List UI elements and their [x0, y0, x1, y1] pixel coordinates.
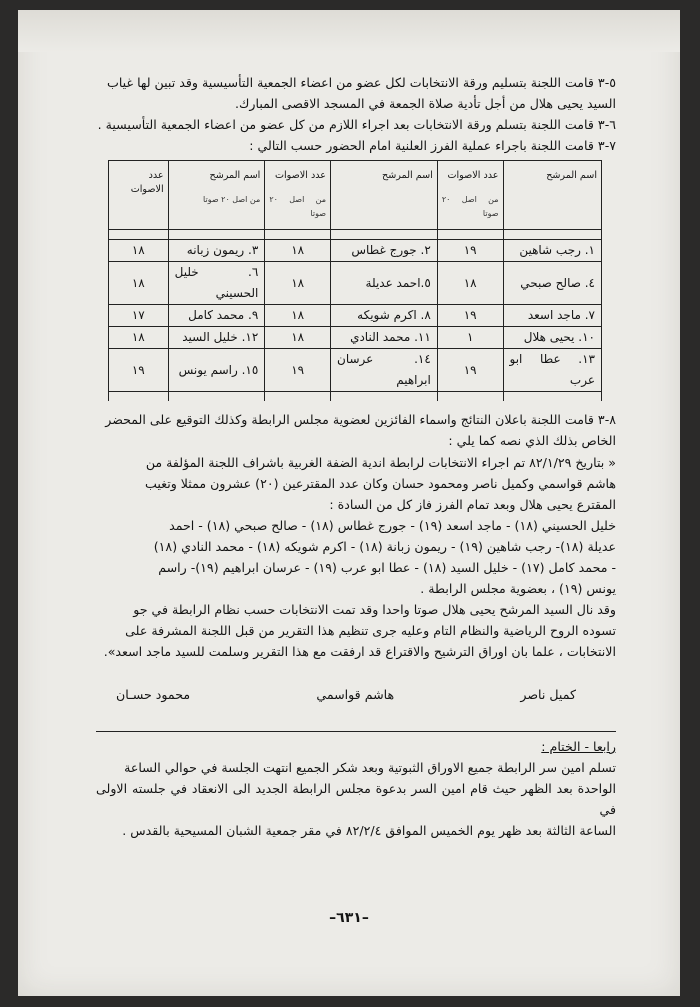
quote-line-7: يونس (١٩) ، بعضوية مجلس الرابطة .: [420, 581, 616, 596]
candidate-cell: ٥.احمد عديلة: [331, 262, 438, 305]
header-candidate-3: اسم المرشح من اصل ٢٠ صوتا: [168, 161, 265, 230]
votes-cell: ١٨: [265, 327, 331, 349]
table-row: [109, 305, 602, 327]
votes-cell: ١٩: [265, 349, 331, 392]
section-5-3-line-1: ٥-٣ قامت اللجنة بتسليم ورقة الانتخابات لكل عضو من اعضاء الجمعية التأسيسية وقد تبين لها غياب: [106, 75, 616, 90]
table-row: [109, 327, 602, 349]
table-row: [109, 240, 602, 262]
section-6-3-line: ٦-٣ قامت اللجنة بتسلم ورقة الانتخابات بعد اجراء اللازم من كل عضو من اعضاء الجمعية التأسيسية .: [97, 117, 616, 132]
quote-line-1: « بتاريخ ٨٢/١/٢٩ تم اجراء الانتخابات لرابطة اندية الضفة الغربية باشراف اللجنة المؤلفة من: [145, 455, 616, 470]
candidate-cell: ١. رجب شاهين: [503, 240, 601, 262]
table-header-row: [109, 161, 602, 230]
section-7-3-line: ٧-٣ قامت اللجنة باجراء عملية الفرز العلنية امام الحضور حسب التالي :: [249, 138, 616, 153]
candidate-cell: ٧. ماجد اسعد: [503, 305, 601, 327]
votes-cell: ١: [437, 327, 503, 349]
votes-cell: ١٨: [109, 262, 169, 305]
quote-line-10: الانتخابات ، علما بان اوراق الترشيح والاقتراع قد ارفقت مع هذا التقرير وسلمت للسيد ماجد اسعد».: [103, 644, 616, 659]
signature-name: محمود حسـان: [116, 687, 191, 702]
votes-cell: ١٩: [437, 305, 503, 327]
candidate-cell: ١٥. راسم يونس: [168, 349, 265, 392]
table-spacer-row: [109, 392, 602, 402]
votes-cell: ١٨: [265, 262, 331, 305]
header-candidate-1: اسم المرشح: [503, 161, 601, 230]
page-number: –٦٣١–: [329, 910, 369, 926]
quote-line-2: هاشم قواسمي وكميل ناصر ومحمود حسان وكان عدد المقترعين (٢٠) عشرون ممثلا وتغيب: [144, 476, 616, 491]
votes-cell: ١٧: [109, 305, 169, 327]
votes-cell: ١٨: [109, 240, 169, 262]
section-8-3-line-1: ٨-٣ قامت اللجنة باعلان النتائج واسماء الفائزين لعضوية مجلس الرابطة وكذلك التوقيع على المحضر: [105, 412, 616, 427]
closing-line-1: تسلم امين سر الرابطة جميع الاوراق الثبوتية وبعد شكر الجميع انتهت الجلسة في حوالي الساعة: [124, 760, 616, 775]
vote-results-table: [108, 160, 602, 401]
signatures-row: [116, 684, 576, 705]
document-page: [18, 10, 680, 996]
header-candidate-2: اسم المرشح: [331, 161, 438, 230]
candidate-cell: ١٣. عطا ابو عرب: [503, 349, 601, 392]
table-row: [109, 349, 602, 392]
candidate-cell: ١٤. عرسان ابراهيم: [331, 349, 438, 392]
section-8-3-line-2: الخاص بذلك الذي نصه كما يلي :: [448, 433, 616, 448]
candidate-cell: ٣. ريمون زبانه: [168, 240, 265, 262]
votes-cell: ١٩: [437, 349, 503, 392]
signature-name: هاشم قواسمي: [316, 687, 395, 702]
header-votes-1: عدد الاصوات من اصل ٢٠ صوتا: [437, 161, 503, 230]
section-divider: [96, 731, 616, 732]
document-body: [96, 72, 616, 841]
candidate-cell: ١٢. خليل السيد: [168, 327, 265, 349]
quote-line-4: خليل الحسيني (١٨) - ماجد اسعد (١٩) - جورج غطاس (١٨) - صالح صبحي (١٨) - احمد: [169, 518, 616, 533]
votes-cell: ١٨: [265, 305, 331, 327]
closing-title: رابعا - الختام :: [541, 739, 616, 754]
quote-line-3: المقترع يحيى هلال وبعد تمام الفرز فاز كل من السادة :: [329, 497, 616, 512]
votes-cell: ١٨: [437, 262, 503, 305]
votes-cell: ١٩: [109, 349, 169, 392]
signature-name: كميل ناصر: [520, 687, 576, 702]
candidate-cell: ٤. صالح صبحي: [503, 262, 601, 305]
section-5-3-line-2: السيد يحيى هلال من أجل تأدية صلاة الجمعة في المسجد الاقصى المبارك.: [235, 96, 616, 111]
closing-line-3: الساعة الثالثة بعد ظهر يوم الخميس الموافق ٨٢/٢/٤ في مقر جمعية الشبان المسيحية بالقدس .: [122, 823, 616, 838]
candidate-cell: ٢. جورج غطاس: [331, 240, 438, 262]
table-row: [109, 262, 602, 305]
candidate-cell: ٦. خليل الحسيني: [168, 262, 265, 305]
candidate-cell: ٩. محمد كامل: [168, 305, 265, 327]
header-votes-3: عدد الاصوات: [109, 161, 169, 230]
candidate-cell: ١١. محمد النادي: [331, 327, 438, 349]
candidate-cell: ١٠. يحيى هلال: [503, 327, 601, 349]
votes-cell: ١٨: [265, 240, 331, 262]
quote-line-5: عديلة (١٨)- رجب شاهين (١٩) - ريمون زبانة (١٨) - اكرم شويكه (١٨) - محمد النادي (١٨): [153, 539, 616, 554]
header-votes-2: عدد الاصوات من اصل ٢٠ صوتا: [265, 161, 331, 230]
table-spacer-row: [109, 230, 602, 240]
candidate-cell: ٨. اكرم شويكه: [331, 305, 438, 327]
quote-line-6: - محمد كامل (١٧) - خليل السيد (١٨) - عطا ابو عرب (١٩) - عرسان ابراهيم (١٩)- راسم: [158, 560, 616, 575]
votes-cell: ١٩: [437, 240, 503, 262]
votes-cell: ١٨: [109, 327, 169, 349]
quote-line-8: وقد نال السيد المرشح يحيى هلال صوتا واحدا وقد تمت الانتخابات حسب نظام الرابطة في جو: [133, 602, 616, 617]
quote-line-9: تسوده الروح الرياضية والنظام التام وعليه جرى تنظيم هذا التقرير من قبل اللجنة المشرفة على: [125, 623, 616, 638]
closing-line-2: الواحدة بعد الظهر حيث قام امين السر بدعوة مجلس الرابطة الجديد الى الانعقاد في جلسته الاولى في: [96, 781, 616, 817]
